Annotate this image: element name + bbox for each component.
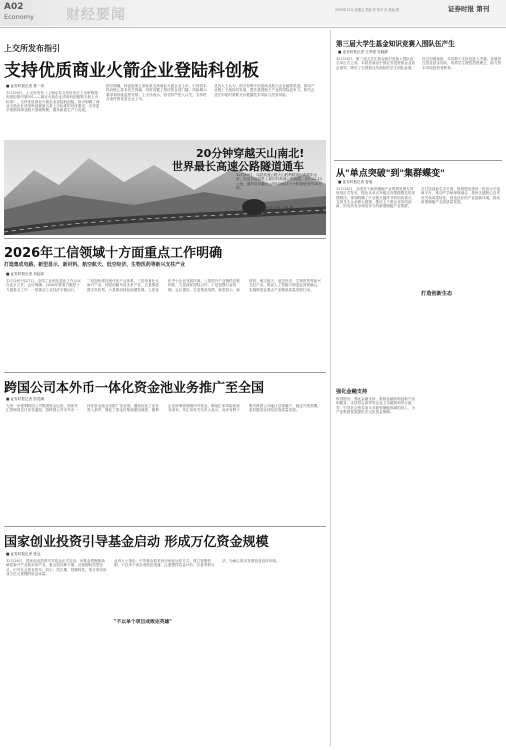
right-mid-subhead-1: 强化金融支持: [336, 389, 368, 395]
main-headline: 支持优质商业火箭企业登陆科创板: [4, 61, 259, 81]
article4-body: 12月26日，国家创业投资引导基金正式启动。该基金将聚焦战略性新兴产业和未来产业，重点投向种子期、初创期科技型企业，引导社会资本投早、投小、投长期、投硬科技，预计带动形成万亿元规模的资金体量。: [6, 559, 107, 576]
photo-headline-2: 世界最长高速公路隧道通车: [172, 160, 304, 173]
divider-2: [4, 372, 326, 373]
section-english: Economy: [4, 13, 34, 21]
article4-body-b: 业内人士指出，引导基金将采用市场化运作方式，建立容错机制，不以单个项目成败论英雄，注重整体效益评价，完善考核办法，为耐心资本发展营造良好环境。: [114, 559, 280, 568]
divider-1: [4, 238, 326, 239]
article4-quote: "不以单个项目成败论英雄": [114, 620, 172, 625]
photo-headline-1: 20分钟穿越天山南北!: [196, 147, 305, 160]
main-body-col3: 业内人士认为，指引有利于拓宽商业航天企业融资渠道，推动产业链上下游协同发展，提升我国航天产业的国际竞争力。相关企业在申报时需要充分披露技术风险与经营风险。: [214, 84, 315, 97]
article3-headline: 跨国公司本外币一体化资金池业务推广至全国: [4, 381, 265, 396]
main-body-col1: 12月26日，上交所发布《上海证券交易所发行上市审核规则适用指引第5号——商业火箭企业适用科创板第五套上市标准》，支持优质商业火箭企业登陆科创板。指引明确了商业火箭企业适用科创板第五套上市标准的具体要求，引导更多资源向商业航天领域集聚，服务新质生产力发展。: [6, 91, 100, 113]
photo-credit: 新华社记者 丁磊 摄: [262, 206, 294, 210]
main-body-col2: 指引明确，科创板第五套标准支持商业火箭企业上市，引导资本投向核心技术攻关领域，同时设置了相应的业绩门槛、风险揭示要求和持续监管安排。上交所表示，将坚持严把入口关，支持符合条件的优质企业上市。: [106, 84, 207, 101]
right-top-byline: ■ 证券时报记者 王军强 吴晓静: [338, 50, 388, 54]
article2-subheadline: 打造集成电路、新型显示、新材料、航空航天、低空经济、生物医药等新兴支柱产业: [4, 262, 185, 268]
right-mid-subhead-2: 打造创新生态: [421, 291, 453, 297]
article4-byline: ■ 证券时报记者 张达: [6, 552, 41, 556]
right-top-headline: 第三届大学生基金知识竞赛入围队伍产生: [336, 40, 455, 48]
article2-body: 12月26日至27日，全国工业和信息化工作会议在北京召开。会议明确，2026年要着力做好十方面重点工作：一是推动工业经济平稳运行，二是加快建设现代化产业体系，三是培育壮大新兴产业，四是前瞻布局未来产业，五是推进数字化转型，六是推动绿色低碳发展，七是优化中小企业发展环境，八是提升产业链供应链韧性，九是深化国际合作，十是加强行业管理。会议提出，打造集成电路、新型显示、新材料、航空航天、低空经济、生物医药等新兴支柱产业，推动人工智能与制造业深度融合，实施制造业重点产业链高质量发展行动。: [6, 279, 321, 292]
main-byline: ■ 证券时报记者 聂一冉: [6, 84, 45, 88]
right-top-body: 12月26日，第三届大学生基金知识竞赛入围队伍名单正式公布。本届竞赛由中国证券投资基金业协会指导，吸引了全国数百所高校的学生团队参赛，经过初赛选拔，共有数十支队伍进入决赛。竞赛旨在普及基金知识，培养学生理性投资理念，助力资本市场投资者教育。: [336, 57, 502, 70]
page-number: A02: [4, 2, 24, 12]
article4-headline: 国家创业投资引导基金启动 形成万亿资金规模: [4, 535, 269, 550]
right-mid-body-c: 在打造创新生态方面，规划提出建设一批高水平创新平台，推动产学研深度融合，加快关键核心技术攻关和成果转化，营造良好的产业创新环境，推动新型储能产业高质量发展。: [421, 187, 501, 204]
header-rule: [0, 27, 506, 28]
main-kicker: 上交所发布指引: [4, 44, 60, 53]
right-divider-1: [334, 160, 502, 161]
article2-byline: ■ 证券时报记者 刘灿邦: [6, 272, 45, 276]
right-mid-body-b: 规划提出，强化金融支持，鼓励金融机构创新产品和服务，支持符合条件的企业上市融资和发行债券，引导社会资本加大对新型储能领域的投入，为产业集群发展提供多元化资金保障。: [336, 397, 416, 414]
right-mid-headline: 从"单点突破"到"集群蝶变": [336, 169, 445, 179]
section-title: 财经要闻: [66, 7, 126, 23]
article3-byline: ■ 证券时报记者 贺觉渊: [6, 397, 45, 401]
photo-caption: 12月30日，乌尉高速公路天山胜利隧道正式通车运营，这是目前世界上最长的高速公路隧道，全长22.13公里，通车后穿越天山的时间从3个小时缩短至约20分钟。: [236, 173, 322, 190]
issue-date-line: 2023年12月 星期五 责编 李 校对 肖 美编 樊: [335, 8, 399, 12]
right-mid-byline: ■ 证券时报记者 曾旭: [338, 180, 373, 184]
masthead: 证券时报 第刊: [448, 5, 490, 13]
article3-body: 为进一步便利跨国公司集团资金运营，国家外汇管理局近日发布通知，将跨国公司本外币一体化资金池业务推广至全国。通知优化了业务准入条件，简化了资金归集和使用流程，便利企业统筹管理境内外资金，降低汇率风险和财务成本。外汇局有关负责人表示，此举有利于吸引跨国公司地区总部落户，稳定外资预期，更好服务实体经济高质量发展。: [6, 404, 321, 413]
right-column-rule: [330, 30, 331, 746]
article2-headline: 2026年工信领域十方面重点工作明确: [4, 246, 223, 261]
divider-3: [4, 526, 326, 527]
right-mid-body: 12月26日，全国首个新型储能产业集群发展专项规划正式发布，提出从单点突破走向集群蝶变的发展路径。规划明确了产业链关键环节的培育重点，支持龙头企业做大做强，推动上下游企业协同创新，形成具有全球竞争力的新型储能产业集群。: [336, 187, 416, 209]
